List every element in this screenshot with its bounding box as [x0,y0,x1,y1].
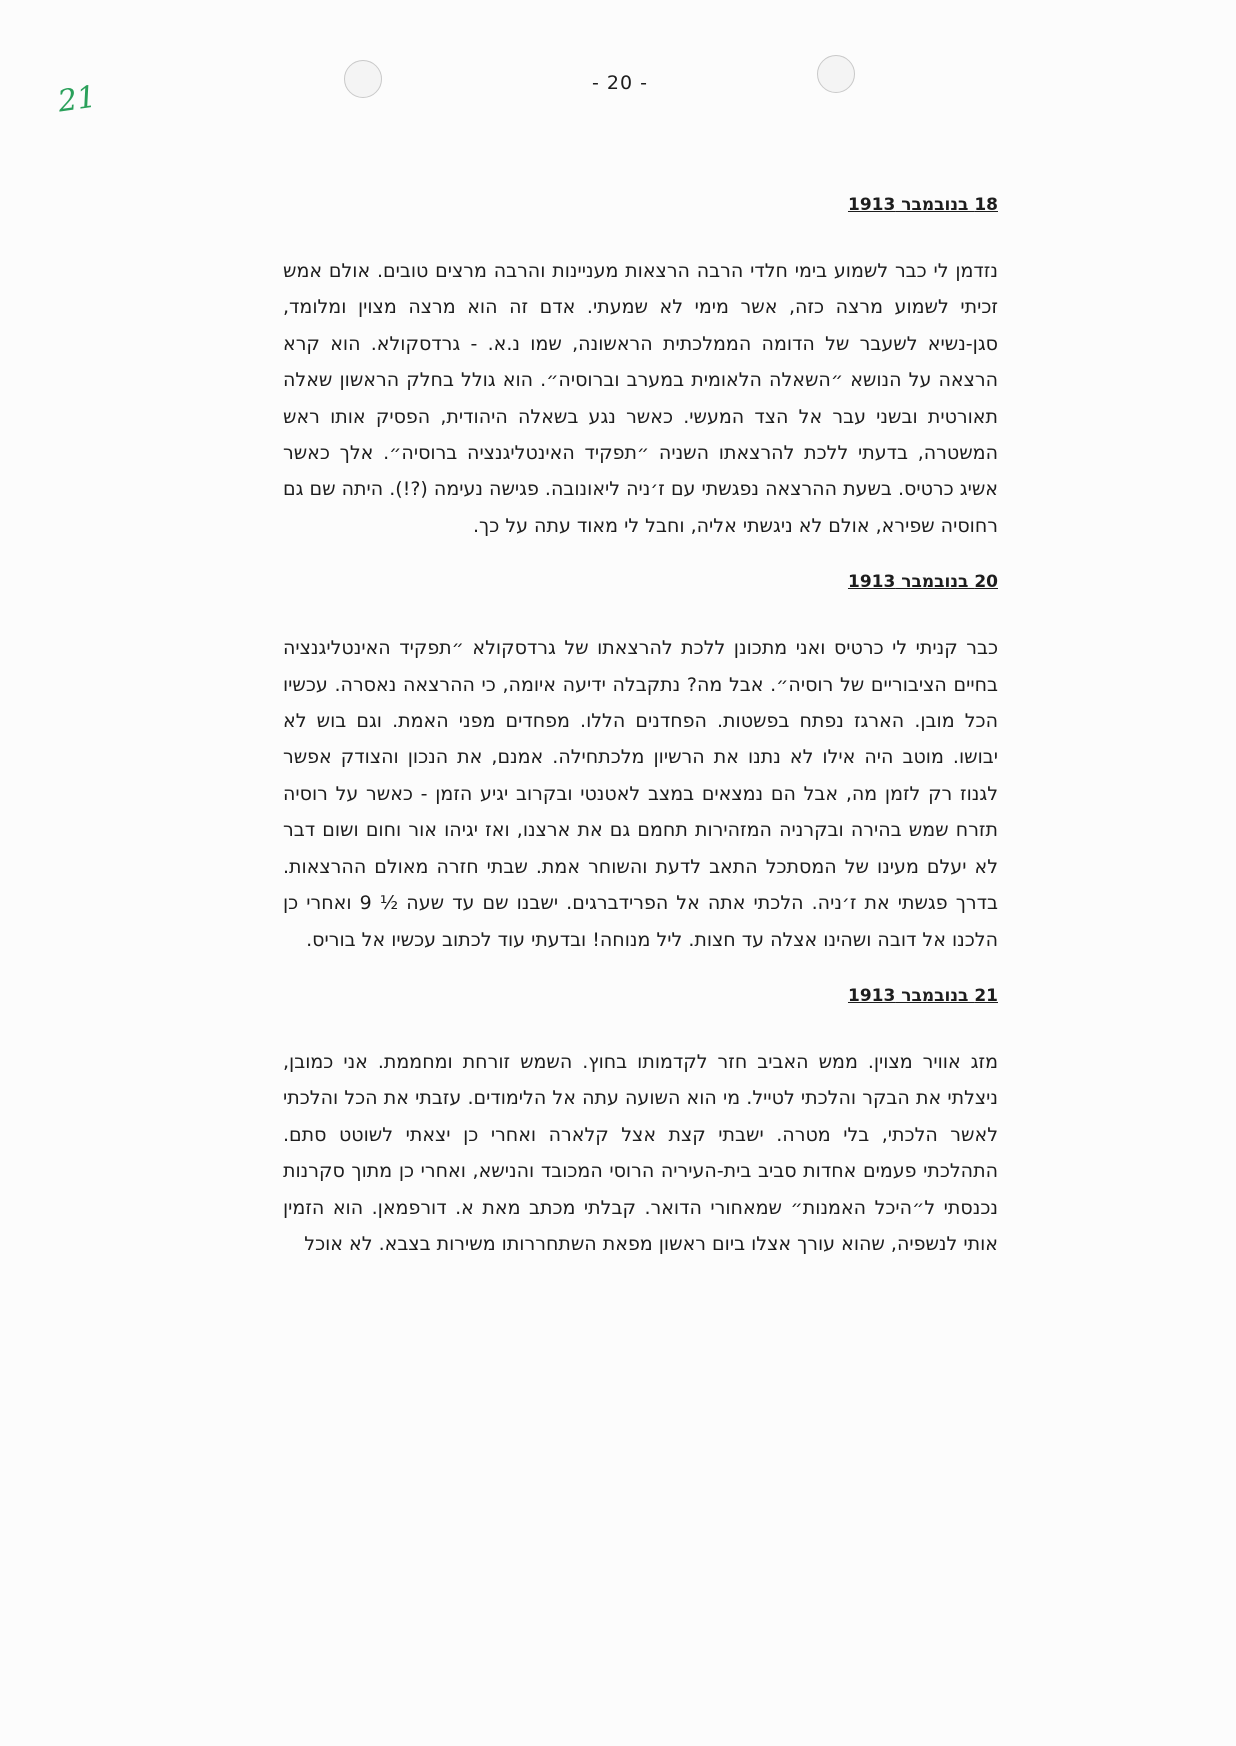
entry-date: 20 בנובמבר 1913 [847,572,998,593]
diary-body [283,195,998,1290]
entry-date: 18 בנובמבר 1913 [847,195,998,215]
diary-entry [283,195,998,544]
handwritten-page-number: 21 [55,79,99,120]
punch-hole-left [344,60,382,98]
entry-text: מזג אוויר מצוין. ממש האביב חזר לקדמותו בחוץ. השמש זורחת ומחממת. אני כמובן, ניצלתי את הבקר והלכתי לטייל. מי הוא השועה עתה אל הלימודים. עזבתי את הכל והלכתי לאשר הלכתי, בלי מטרה. ישבתי קצת אצל קלארה ואחרי כן יצאתי לשוטט סתם. התהלכתי פעמים אחדות סביב בית-העיריה הרוסי המכובד והנישא, ואחרי כן מתוך סקרנות נכנסתי ל״היכל האמנות״ שמאחורי הדואר. קבלתי מכתב מאת א. דורפמאן. הוא הזמין אותי לנשפיה, שהוא עורך אצלו ביום ראשון מפאת השתחררותו משירות בצבא. לא אוכל [283,1050,998,1255]
entry-date: 21 בנובמבר 1913 [847,985,998,1006]
entry-text: נזדמן לי כבר לשמוע בימי חלדי הרבה הרצאות מעניינות והרבה מרצים טובים. אולם אמש זכיתי לשמוע מרצה כזה, אשר מימי לא שמעתי. אדם זה הוא מרצה מצוין ומלומד, סגן-נשיא לשעבר של הדומה הממלכתית הראשונה, שמו נ.א. - גרדסקולא. הוא קרא הרצאה על הנושא ״השאלה הלאומית במערב וברוסיה״. הוא גולל בחלק הראשון שאלה תאורטית ובשני עבר אל הצד המעשי. כאשר נגע בשאלה היהודית, הפסיק אותו ראש המשטרה, בדעתי ללכת להרצאתו השניה ״תפקיד האינטליגנציה ברוסיה״. אלך כאשר אשיג כרטיס. בשעת ההרצאה נפגשתי עם ז׳ניה ליאונובה. פגישה נעימה (?!). היתה שם גם רחוסיה שפירא, אולם לא ניגשתי אליה, וחבל לי מאוד עתה על כך. [283,260,998,537]
diary-entry [283,572,998,958]
page-number: - 20 - [592,72,648,94]
entry-text: כבר קניתי לי כרטיס ואני מתכונן ללכת להרצאתו של גרדסקולא ״תפקיד האינטליגנציה בחיים הציבוריים של רוסיה״. אבל מה? נתקבלה ידיעה איומה, כי ההרצאה נאסרה. עכשיו הכל מובן. הארגז נפתח בפשטות. הפחדנים הללו. מפחדים מפני האמת. וגם בוש לא יבושו. מוטב היה אילו לא נתנו את הרשיון מלכתחילה. אמנם, את הנכון והצודק אפשר לגנוז רק לזמן מה, אבל הם נמצאים במצב לאטנטי ובקרוב יגיע הזמן - כאשר על רוסיה תזרח שמש בהירה ובקרניה המזהירות תחמם גם את ארצנו, ואז יגיהו אור וחום ושום דבר לא יעלם מעינו של המסתכל התאב לדעת והשוחר אמת. שבתי חזרה מאולם ההרצאות. בדרך פגשתי את ז׳ניה. הלכתי אתה אל הפרידברגים. ישבנו שם עד שעה ½ 9 ואחרי כן הלכנו אל דובה ושהינו אצלה עד חצות. ליל מנוחה! ובדעתי עוד לכתוב עכשיו אל בוריס. [283,637,998,951]
diary-entry [283,986,998,1262]
punch-hole-right [817,55,855,93]
